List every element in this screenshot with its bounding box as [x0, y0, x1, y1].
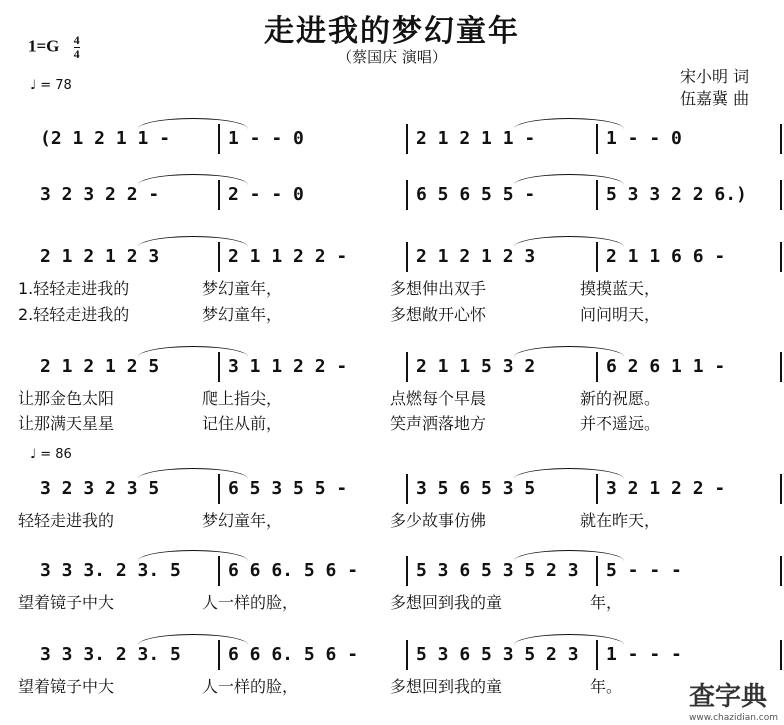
tie-slur — [138, 346, 248, 357]
barline — [780, 474, 782, 504]
tie-slur — [138, 118, 248, 129]
measure: 1 - - - — [606, 644, 682, 665]
tie-slur — [514, 174, 624, 185]
lyric-phrase: 笑声洒落地方 — [390, 414, 487, 433]
measure: 3 2 3 2 2 - — [40, 184, 160, 205]
lyric-phrase: 人一样的脸， — [202, 593, 299, 612]
lyric-phrase: 让那满天星星 — [18, 414, 115, 433]
measure: 1 - - 0 — [228, 128, 304, 149]
barline — [406, 242, 408, 272]
lyric-phrase: 2.轻轻走进我的 — [18, 305, 130, 324]
measure: 3 3 3. 2 3. 5 — [40, 560, 181, 581]
lyric-phrase: 多想敞开心怀 — [390, 305, 487, 324]
lyric-phrase: 梦幻童年， — [202, 305, 283, 324]
barline — [780, 556, 782, 586]
barline — [406, 474, 408, 504]
lyric-phrase: 望着镜子中大 — [18, 677, 115, 696]
tie-slur — [138, 236, 248, 247]
measure: 6 5 3 5 5 - — [228, 478, 348, 499]
measure: 3 2 1 2 2 - — [606, 478, 726, 499]
tie-slur — [138, 550, 248, 561]
tie-slur — [514, 118, 624, 129]
measure: 6 6 6. 5 6 - — [228, 644, 359, 665]
measure: 5 3 6 5 3 5 2 3 — [416, 560, 579, 581]
measure: 2 1 2 1 1 - — [416, 128, 536, 149]
barline — [780, 352, 782, 382]
composer-credit: 伍嘉冀 曲 — [680, 89, 750, 108]
lyric-phrase: 就在昨天， — [580, 511, 661, 530]
measure: 3 3 3. 2 3. 5 — [40, 644, 181, 665]
tie-slur — [514, 550, 624, 561]
barline — [406, 352, 408, 382]
lyric-phrase: 摸摸蓝天， — [580, 279, 661, 298]
lyric-phrase: 新的祝愿。 — [580, 389, 661, 408]
tempo-marking-2: ♩ = 86 — [30, 447, 72, 462]
tie-slur — [138, 174, 248, 185]
measure: 2 1 1 5 3 2 — [416, 356, 536, 377]
barline — [406, 124, 408, 154]
lyric-phrase: 人一样的脸， — [202, 677, 299, 696]
barline — [780, 124, 782, 154]
measure: 3 2 3 2 3 5 — [40, 478, 160, 499]
measure: 2 1 1 6 6 - — [606, 246, 726, 267]
measure: 6 6 6. 5 6 - — [228, 560, 359, 581]
barline — [406, 556, 408, 586]
lyric-phrase: 1.轻轻走进我的 — [18, 279, 130, 298]
measure: 3 5 6 5 3 5 — [416, 478, 536, 499]
measure: 5 3 6 5 3 5 2 3 — [416, 644, 579, 665]
key-signature — [28, 34, 80, 61]
time-sig-top: 4 — [73, 33, 80, 47]
key-text: 1=G — [28, 36, 60, 56]
lyric-phrase: 轻轻走进我的 — [18, 511, 115, 530]
tie-slur — [138, 634, 248, 645]
measure: 1 - - 0 — [606, 128, 682, 149]
barline — [406, 180, 408, 210]
lyric-phrase: 年。 — [590, 677, 623, 696]
measure: 6 5 6 5 5 - — [416, 184, 536, 205]
lyric-phrase: 多想伸出双手 — [390, 279, 487, 298]
lyric-phrase: 梦幻童年， — [202, 511, 283, 530]
lyric-phrase: 多少故事仿佛 — [390, 511, 487, 530]
tie-slur — [138, 468, 248, 479]
measure: 2 - - 0 — [228, 184, 304, 205]
lyric-phrase: 年， — [590, 593, 623, 612]
lyric-phrase: 爬上指尖， — [202, 389, 283, 408]
measure: 2 1 1 2 2 - — [228, 246, 348, 267]
barline — [780, 640, 782, 670]
lyric-phrase: 记住从前， — [202, 414, 283, 433]
tie-slur — [514, 236, 624, 247]
tie-slur — [514, 468, 624, 479]
tempo-marking-1: ♩ = 78 — [30, 78, 72, 93]
lyric-phrase: 望着镜子中大 — [18, 593, 115, 612]
measure: 5 3 3 2 2 6.) — [606, 184, 747, 205]
logo-url: www.chazidian.com — [688, 713, 778, 723]
measure: 6 2 6 1 1 - — [606, 356, 726, 377]
measure: 2 1 2 1 2 3 — [416, 246, 536, 267]
measure: 3 1 1 2 2 - — [228, 356, 348, 377]
lyric-phrase: 让那金色太阳 — [18, 389, 115, 408]
measure: (2 1 2 1 1 - — [40, 128, 171, 149]
measure: 5 - - - — [606, 560, 682, 581]
lyricist-credit: 宋小明 词 — [680, 67, 750, 86]
singer-credit: （蔡国庆 演唱） — [337, 48, 447, 66]
time-sig-bottom: 4 — [73, 47, 80, 61]
barline — [406, 640, 408, 670]
lyric-phrase: 并不遥远。 — [580, 414, 661, 433]
song-title: 走进我的梦幻童年 — [264, 14, 520, 49]
lyric-phrase: 点燃每个早晨 — [390, 389, 487, 408]
logo-text: 查字典 — [688, 682, 767, 712]
measure: 2 1 2 1 2 3 — [40, 246, 160, 267]
barline — [780, 180, 782, 210]
site-logo[interactable] — [689, 676, 778, 723]
lyric-phrase: 多想回到我的童 — [390, 677, 503, 696]
lyric-phrase: 梦幻童年， — [202, 279, 283, 298]
lyric-phrase: 多想回到我的童 — [390, 593, 503, 612]
measure: 2 1 2 1 2 5 — [40, 356, 160, 377]
barline — [780, 242, 782, 272]
tie-slur — [514, 634, 624, 645]
lyric-phrase: 问问明天， — [580, 305, 661, 324]
time-signature — [74, 34, 80, 61]
tie-slur — [514, 346, 624, 357]
